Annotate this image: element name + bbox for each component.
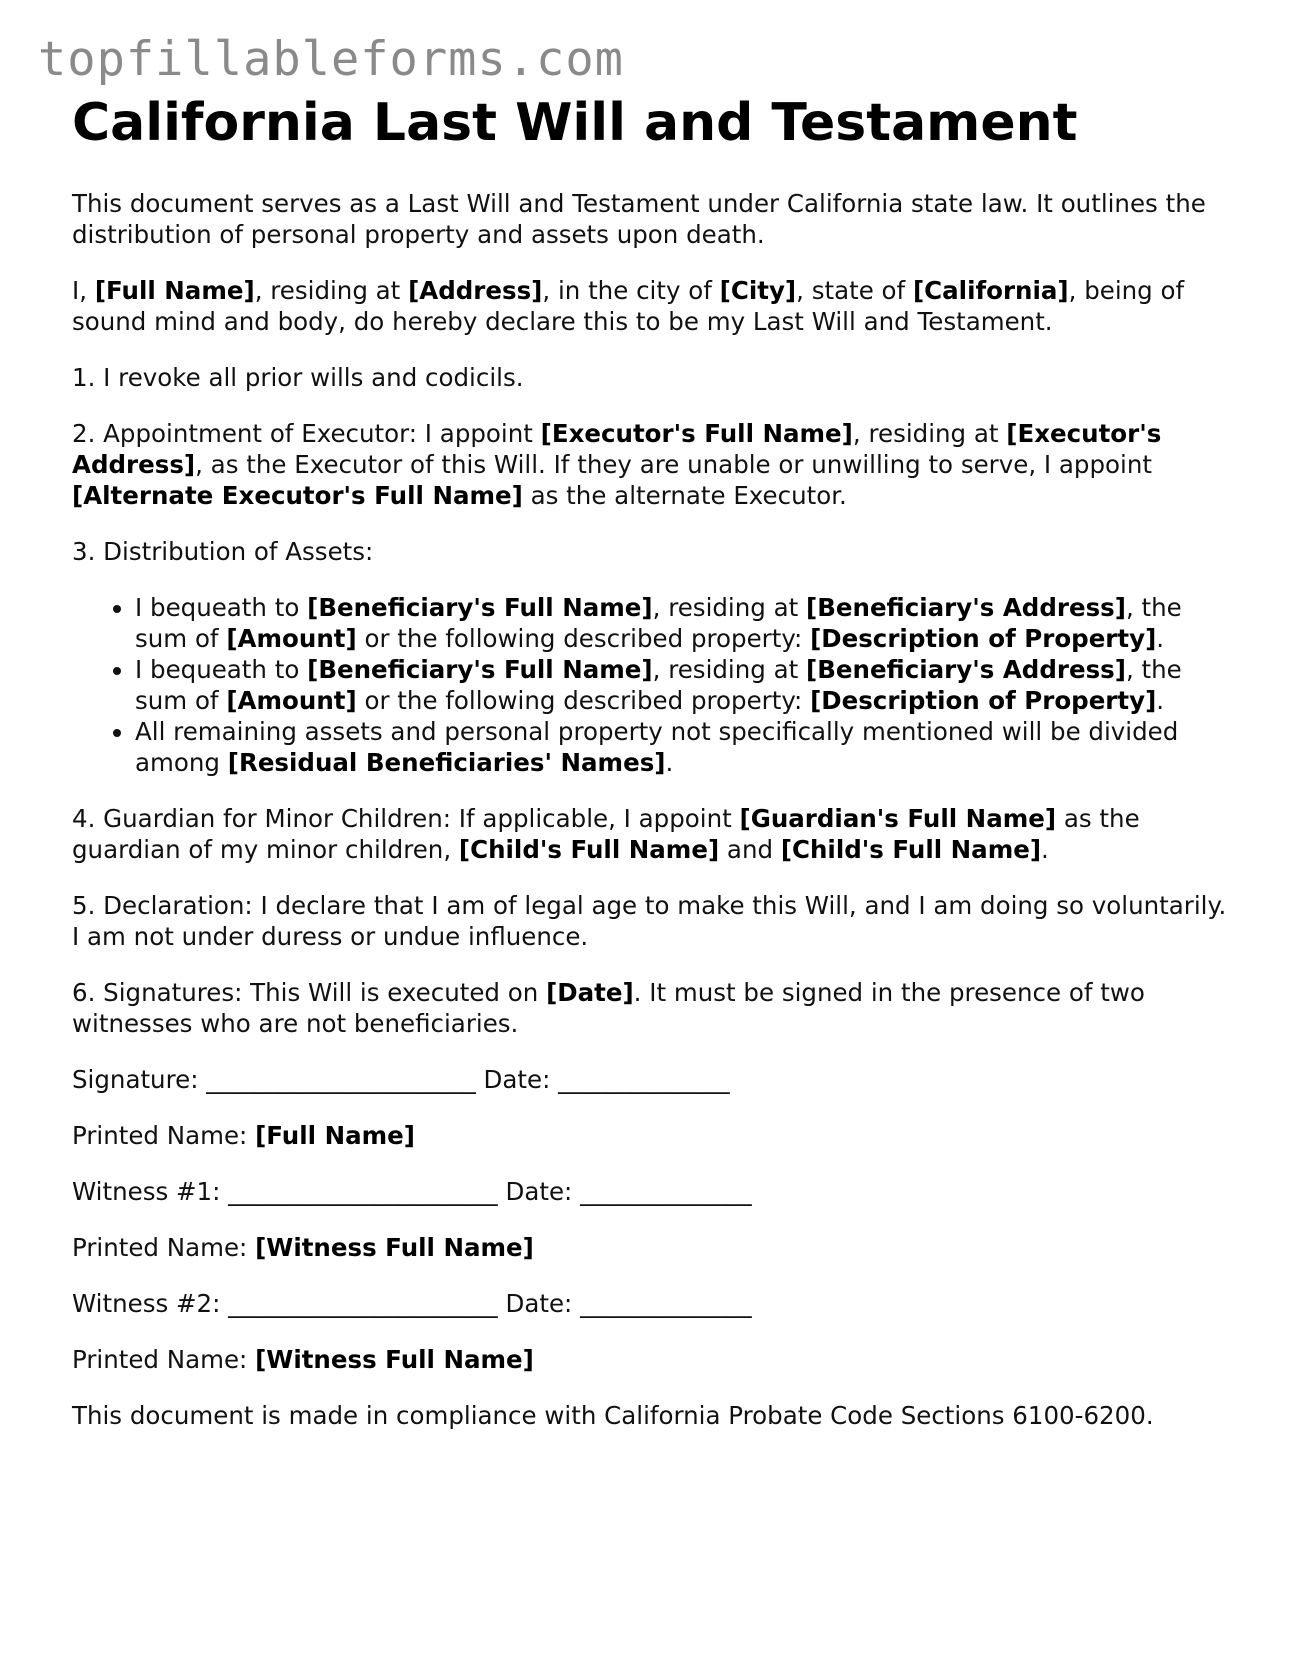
signature-line[interactable]: Signature: ______________________ Date: ______________ [72, 1065, 730, 1095]
residual-beneficiaries-placeholder: [Residual Beneficiaries' Names] [227, 748, 666, 778]
witness-2-printed-name-row: Printed Name: [Witness Full Name] [72, 1345, 534, 1375]
list-item: • All remaining assets and personal property not specifically mentioned will be divided among [Residual Beneficiaries' Names]. [135, 716, 1232, 778]
distribution-heading: 3. Distribution of Assets: [72, 537, 374, 567]
revocation-clause: 1. I revoke all prior wills and codicils. [72, 363, 524, 393]
child-name-placeholder: [Child's Full Name] [780, 835, 1042, 865]
list-item: • I bequeath to [Beneficiary's Full Name], residing at [Beneficiary's Address], the sum of [Amount] or the following described property: [Description of Property]. [135, 654, 1232, 716]
amount-placeholder: [Amount] [226, 624, 357, 654]
intro-paragraph: This document serves as a Last Will and Testament under California state law. It outlines the distribution of personal property and assets upon death. [72, 189, 1206, 250]
witness-name-placeholder: [Witness Full Name] [255, 1345, 534, 1375]
witness-1-printed-name-row: Printed Name: [Witness Full Name] [72, 1233, 534, 1263]
full-name-placeholder: [Full Name] [94, 276, 255, 306]
alternate-executor-placeholder: [Alternate Executor's Full Name] [72, 481, 523, 511]
witness-2-signature-line[interactable]: Witness #2: ______________________ Date: ______________ [72, 1289, 752, 1319]
amount-placeholder: [Amount] [226, 686, 357, 716]
declaration-clause: 5. Declaration: I declare that I am of legal age to make this Will, and I am doing so voluntarily. I am not under duress or undue influence. [72, 891, 1227, 952]
printed-name-placeholder: [Full Name] [255, 1121, 415, 1151]
beneficiary-name-placeholder: [Beneficiary's Full Name] [307, 655, 653, 685]
printed-name-row: Printed Name: [Full Name] [72, 1121, 415, 1151]
watermark: topfillableforms.com [38, 32, 624, 87]
property-placeholder: [Description of Property] [810, 686, 1157, 716]
state-placeholder: [California] [912, 276, 1069, 306]
beneficiary-name-placeholder: [Beneficiary's Full Name] [307, 593, 653, 623]
property-placeholder: [Description of Property] [810, 624, 1157, 654]
list-item: • I bequeath to [Beneficiary's Full Name], residing at [Beneficiary's Address], the sum of [Amount] or the following described property: [Description of Property]. [135, 592, 1232, 654]
document-page [72, 92, 1232, 1456]
signatures-clause: 6. Signatures: This Will is executed on [Date]. It must be signed in the presence of two witnesses who are not beneficiaries. [72, 978, 1145, 1039]
document-title: California Last Will and Testament [72, 93, 1078, 153]
address-placeholder: [Address] [408, 276, 543, 306]
beneficiary-address-placeholder: [Beneficiary's Address] [806, 593, 1126, 623]
beneficiary-address-placeholder: [Beneficiary's Address] [806, 655, 1126, 685]
guardian-clause: 4. Guardian for Minor Children: If applicable, I appoint [Guardian's Full Name] as the guardian of my minor children, [Child's Full Name] and [Child's Full Name]. [72, 804, 1140, 865]
bequest-list [72, 592, 1232, 778]
executor-name-placeholder: [Executor's Full Name] [540, 419, 853, 449]
witness-name-placeholder: [Witness Full Name] [255, 1233, 534, 1263]
witness-1-signature-line[interactable]: Witness #1: ______________________ Date: ______________ [72, 1177, 752, 1207]
guardian-name-placeholder: [Guardian's Full Name] [739, 804, 1057, 834]
compliance-statement: This document is made in compliance with California Probate Code Sections 6100-6200. [72, 1401, 1154, 1431]
date-placeholder: [Date] [546, 978, 634, 1008]
declaration-paragraph: I, [Full Name], residing at [Address], in the city of [City], state of [California], being of sound mind and body, do hereby declare this to be my Last Will and Testament. [72, 276, 1185, 337]
child-name-placeholder: [Child's Full Name] [458, 835, 720, 865]
executor-clause: 2. Appointment of Executor: I appoint [Executor's Full Name], residing at [Executor's Address], as the Executor of this Will. If they are unable or unwilling to serve, I appoint [Alternate Executor's Full Name] as the alternate Executor. [72, 419, 1162, 511]
city-placeholder: [City] [719, 276, 797, 306]
executor-address-placeholder: [Executor's Address] [72, 419, 1162, 480]
